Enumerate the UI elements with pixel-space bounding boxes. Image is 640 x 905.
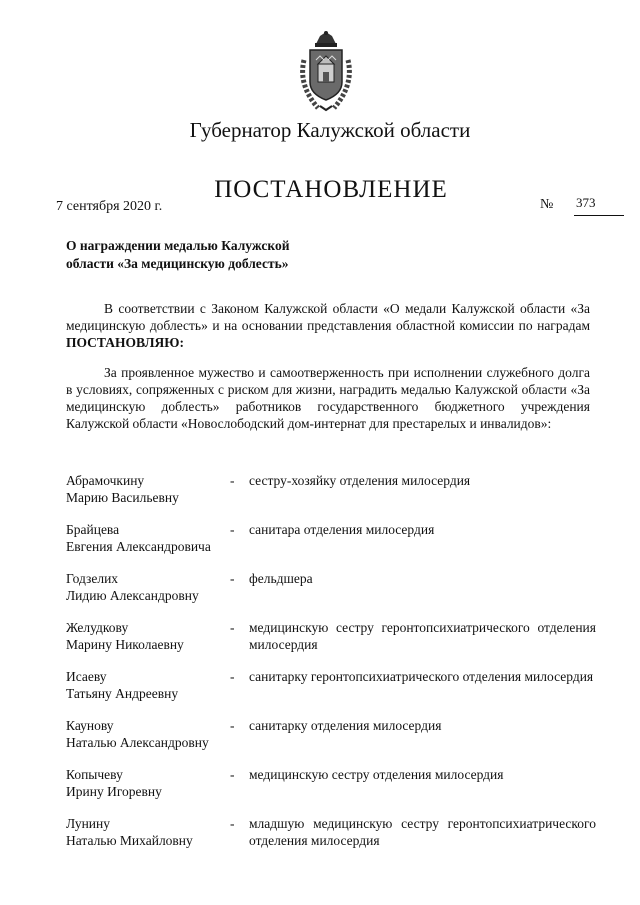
awardee-name — [66, 815, 226, 849]
list-item — [66, 570, 596, 619]
awardee-name — [66, 570, 226, 604]
awardee-name — [66, 472, 226, 506]
awardee-given-names: Ирину Игоревну — [66, 784, 162, 799]
awardee-given-names: Марину Николаевну — [66, 637, 184, 652]
list-item — [66, 766, 596, 815]
issuer-title: Губернатор Калужской области — [189, 118, 471, 142]
awardee-surname: Годзелих — [66, 571, 119, 586]
preamble-text: В соответствии с Законом Калужской области «О медали Калужской области «За медицинскую доблесть» и на основании представления областной комиссии по наградам — [66, 301, 590, 333]
awardee-position: санитарку геронтопсихиатрического отделения милосердия — [249, 669, 594, 684]
separator-dash: - — [230, 571, 235, 586]
separator-dash: - — [230, 473, 235, 488]
awardee-given-names: Наталью Александровну — [66, 735, 209, 750]
awardee-given-names: Татьяну Андреевну — [66, 686, 179, 701]
awardee-given-names: Наталью Михайловну — [66, 833, 193, 848]
awardee-position: фельдшера — [249, 571, 313, 586]
subject-line: области «За медицинскую доблесть» — [66, 256, 289, 271]
number-value: 373 — [574, 195, 624, 216]
preamble-paragraph — [66, 300, 590, 351]
separator-dash: - — [230, 669, 235, 684]
decree-keyword: ПОСТАНОВЛЯЮ: — [66, 335, 184, 350]
list-item — [66, 717, 596, 766]
coat-of-arms-icon — [296, 30, 356, 112]
separator-dash: - — [230, 620, 235, 635]
awardee-position: медицинскую сестру отделения милосердия — [249, 767, 504, 782]
awardee-surname: Лунину — [66, 816, 110, 831]
document-number — [540, 195, 596, 213]
list-item — [66, 668, 596, 717]
awardee-given-names: Евгения Александровича — [66, 539, 211, 554]
awardee-surname: Каунову — [66, 718, 114, 733]
list-item — [66, 619, 596, 668]
awardee-surname: Абрамочкину — [66, 473, 145, 488]
awardee-given-names: Марию Васильевну — [66, 490, 179, 505]
separator-dash: - — [230, 767, 235, 782]
document-subject — [66, 237, 290, 273]
awardee-list — [66, 472, 596, 864]
number-label: № — [540, 197, 554, 212]
awardee-name — [66, 521, 226, 555]
awardee-surname: Желудкову — [66, 620, 129, 635]
awardee-name — [66, 619, 226, 653]
awardee-position: санитара отделения милосердия — [249, 522, 435, 537]
list-item — [66, 815, 596, 864]
list-item — [66, 521, 596, 570]
document-title: ПОСТАНОВЛЕНИЕ — [214, 176, 448, 203]
awardee-given-names: Лидию Александровну — [66, 588, 199, 603]
awardee-position: медицинскую сестру геронтопсихиатрического отделения милосердия — [249, 620, 596, 652]
awardee-position: сестру-хозяйку отделения милосердия — [249, 473, 471, 488]
document-date: 7 сентября 2020 г. — [56, 199, 163, 214]
awardee-surname: Копычеву — [66, 767, 123, 782]
awardee-surname: Исаеву — [66, 669, 107, 684]
awardee-position: санитарку отделения милосердия — [249, 718, 442, 733]
separator-dash: - — [230, 522, 235, 537]
awardee-name — [66, 668, 226, 702]
awardee-position: младшую медицинскую сестру геронтопсихиатрического отделения милосердия — [249, 816, 596, 848]
separator-dash: - — [230, 816, 235, 831]
award-paragraph: За проявленное мужество и самоотверженность при исполнении служебного долга в условиях, сопряженных с риском для жизни, наградить медалью Калужской области «За медицинскую доблесть» работников государственного бюджетного учреждения Калужской области «Новослободский дом-интернат для престарелых и инвалидов»: — [66, 365, 590, 431]
awardee-surname: Брайцева — [66, 522, 120, 537]
separator-dash: - — [230, 718, 235, 733]
subject-line: О награждении медалью Калужской — [66, 238, 290, 253]
awardee-name — [66, 717, 226, 751]
list-item — [66, 472, 596, 521]
awardee-name — [66, 766, 226, 800]
